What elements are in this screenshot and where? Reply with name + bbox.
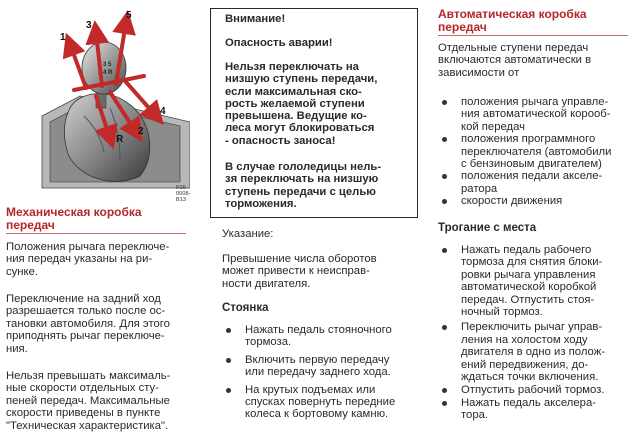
manual-paragraph-3: Нельзя превышать максималь- ные скорости отдельных сту- пеней передач. Максимальные скорости приведены в пункте "Техническая характеристика". xyxy=(6,370,171,432)
svg-text:3: 3 xyxy=(86,20,92,31)
warning-title: Внимание! xyxy=(225,13,286,25)
svg-text:2 4 R: 2 4 R xyxy=(98,70,113,76)
svg-text:1: 1 xyxy=(60,32,66,43)
list-item: Переключить рычаг управ- ления на холостом ходу двигателя в одно из полож- ений передвижения, до- ждаться точки включения. xyxy=(438,321,640,383)
parking-title: Стоянка xyxy=(222,302,269,314)
start-list xyxy=(438,244,640,422)
note-text: Превышение числа оборотов может привести к неисправ- ности двигателя. xyxy=(222,253,377,290)
automatic-title-line2: передач xyxy=(438,20,487,34)
warning-subtitle: Опасность аварии! xyxy=(225,37,333,49)
manual-paragraph-2: Переключение на задний ход разрешается только после ос- тановки автомобиля. Для этого приподнять рычаг переключе- ния. xyxy=(6,293,170,355)
manual-title-line2: передач xyxy=(6,218,55,232)
warning-box xyxy=(210,8,418,218)
automatic-title-line1: Автоматическая коробка xyxy=(438,7,587,21)
svg-text:4: 4 xyxy=(160,106,166,117)
manual-paragraph-1: Положения рычага переключе- ния передач указаны на ри- сунке. xyxy=(6,241,170,278)
list-item: положения программного переключателя (автомобили с бензиновым двигателем) xyxy=(438,133,640,170)
manual-title-line1: Механическая коробка xyxy=(6,205,142,219)
svg-text:R: R xyxy=(116,134,124,145)
figure-id: P26-0008-B13 xyxy=(176,185,191,203)
gear-shift-illustration xyxy=(40,4,191,203)
gear-shift-diagram xyxy=(40,4,190,190)
parking-list xyxy=(222,324,422,421)
automatic-title-rule xyxy=(438,35,628,36)
warning-text-1: Нельзя переключать на низшую ступень передачи, если максимальная ско- рость желаемой ступени превышена. Ведущие ко- леса могут блокироваться - опасность заноса! xyxy=(225,61,378,147)
automatic-intro: Отдельные ступени передач включаются автоматически в зависимости от xyxy=(438,42,592,79)
list-item: скорости движения xyxy=(438,195,640,207)
manual-title-rule xyxy=(6,233,186,234)
list-item: Включить первую передачу или передачу заднего хода. xyxy=(222,354,422,379)
svg-text:5: 5 xyxy=(126,10,132,21)
list-item: положения рычага управле- ния автоматической корооб- кой передач xyxy=(438,96,640,133)
list-item: Нажать педаль акселера- тора. xyxy=(438,397,640,422)
warning-text-2: В случае гололедицы нель- зя переключать на низшую ступень передачи с целью торможения. xyxy=(225,161,382,210)
list-item: Отпустить рабочий тормоз. xyxy=(438,384,640,396)
list-item: Нажать педаль стояночного тормоза. xyxy=(222,324,422,349)
automatic-list xyxy=(438,96,640,208)
list-item: На крутых подъемах или спусках повернуть передние колеса к бортовому камню. xyxy=(222,384,422,421)
svg-text:1 3 5: 1 3 5 xyxy=(98,62,112,68)
list-item: Нажать педаль рабочего тормоза для снятия блоки- ровки рычага управления автоматической коробкой передач. Отпустить стоя- ночный тормоз. xyxy=(438,244,640,318)
svg-text:2: 2 xyxy=(138,126,144,137)
list-item: положения педали акселе- ратора xyxy=(438,170,640,195)
note-label: Указание: xyxy=(222,228,274,240)
start-title: Трогание с места xyxy=(438,222,537,234)
